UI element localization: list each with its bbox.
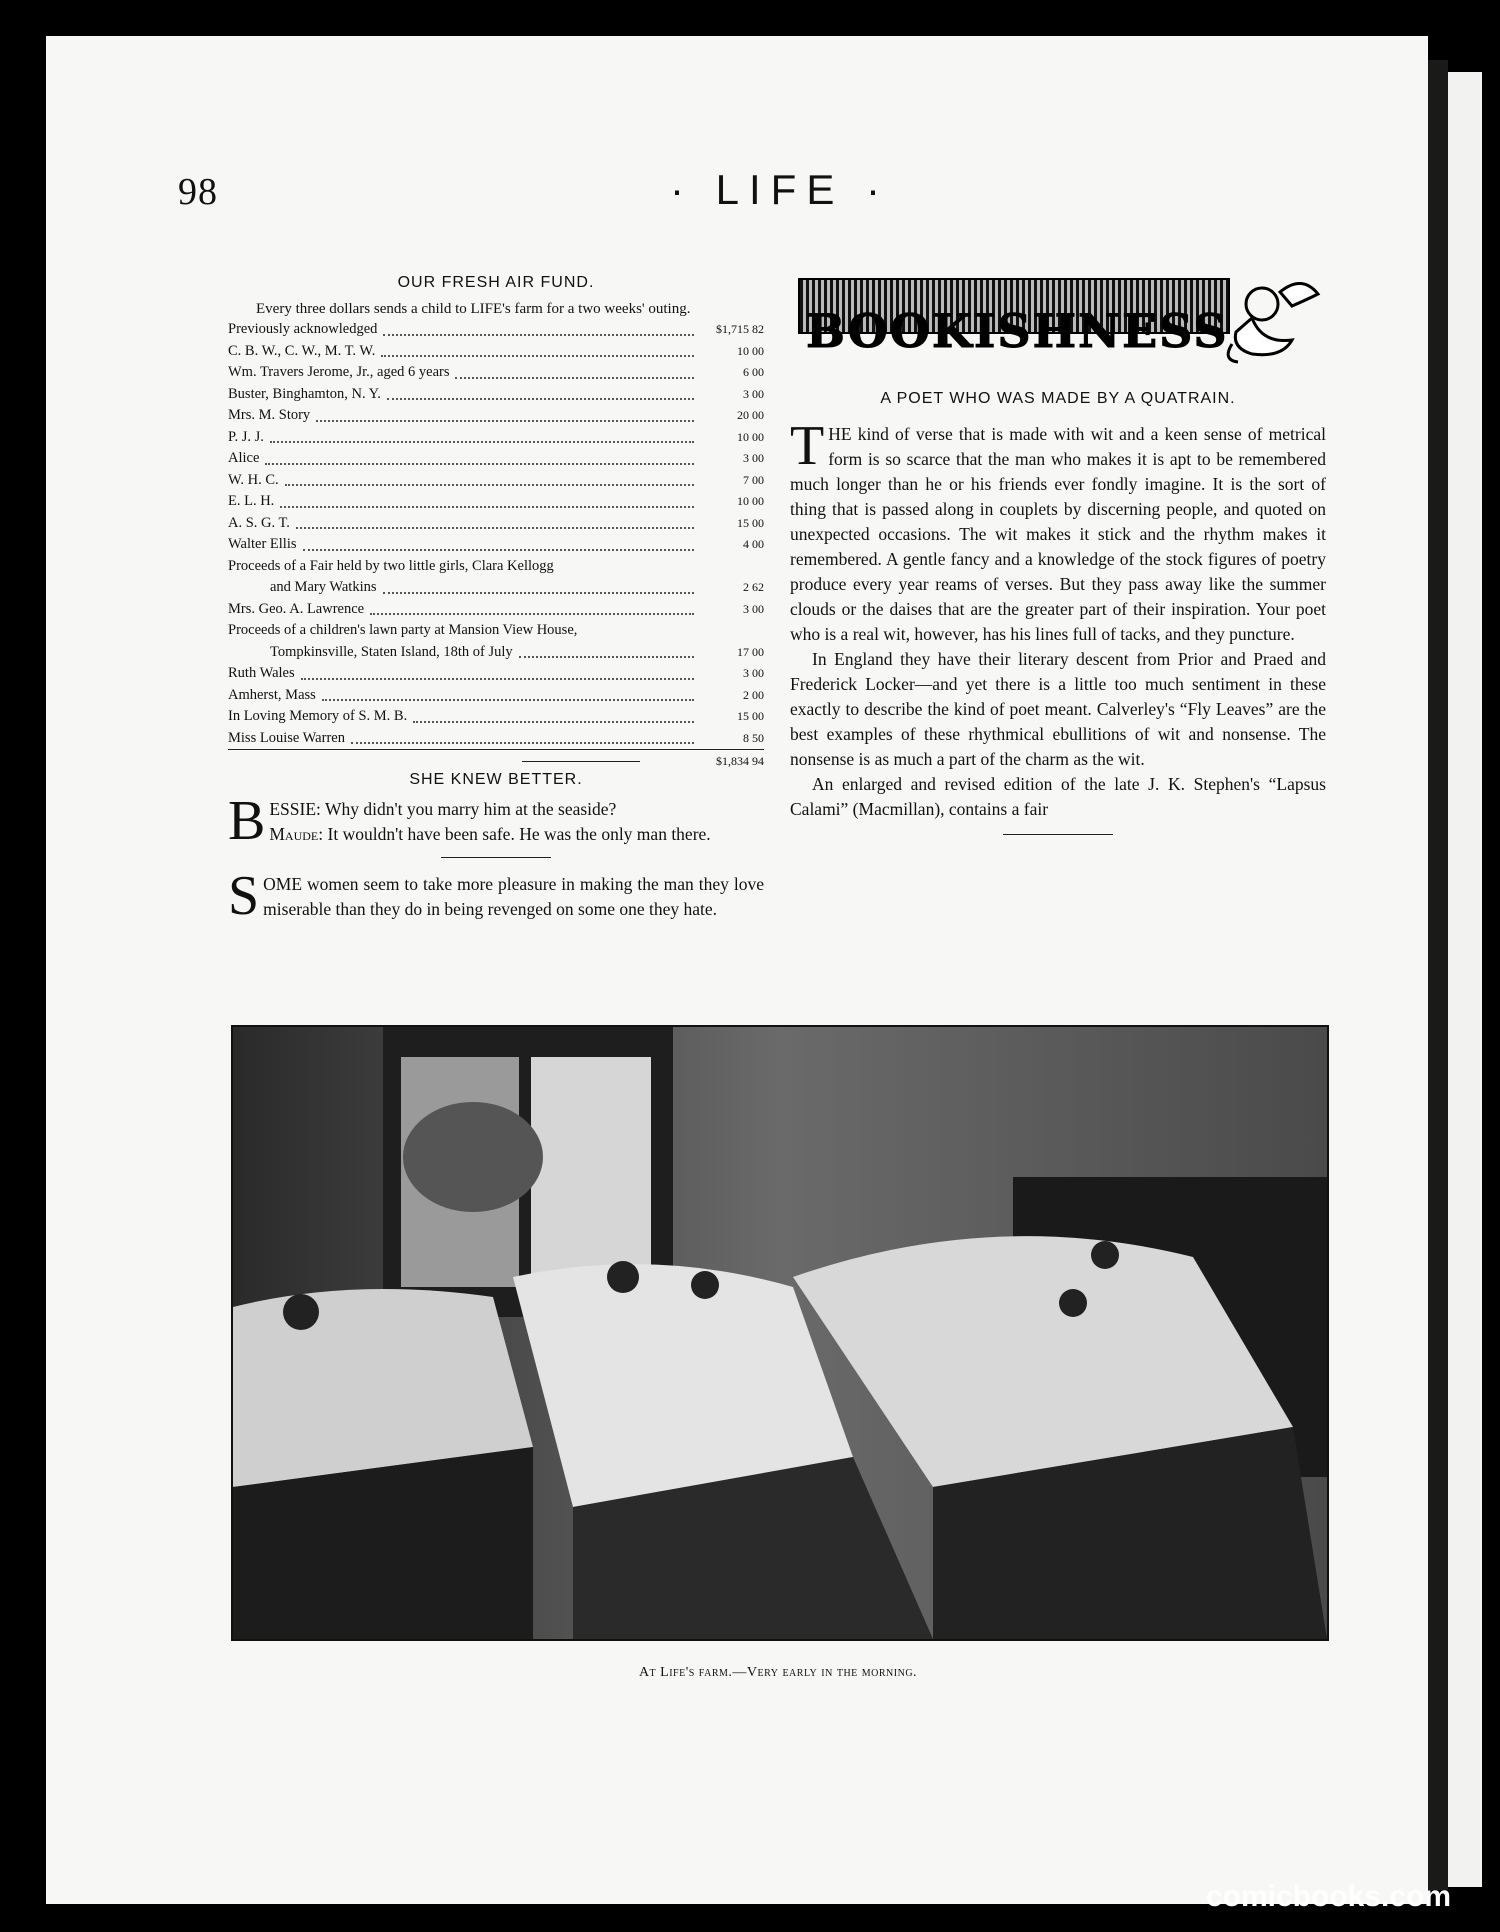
- dropcap: B: [228, 790, 266, 852]
- list-item: Buster, Binghamton, N. Y. 3 00: [228, 385, 764, 402]
- speaker-bessie: ESSIE:: [269, 799, 321, 819]
- list-item: and Mary Watkins 2 62: [270, 579, 764, 595]
- list-item: Alice 3 00: [228, 450, 764, 466]
- dropcap: S: [228, 865, 260, 927]
- list-item: Proceeds of a Fair held by two little girls, Clara Kellogg: [228, 557, 554, 574]
- list-item: Miss Louise Warren 8 50: [228, 728, 764, 751]
- article-paragraph-1: THE kind of verse that is made with wit and a keen sense of metrical form is so scarce that the man who makes it is apt to be remembered much longer than he or his friends ever fondly imagine. It is the sort of thing that is passed along in couplets by discerning people, and quoted on unexpected occasions. The wit makes it stick and the rhythm makes it remembered. A gentle fancy and a knowledge of the stock figures of poetry produce every year reams of verses. But they pass away like the summer clouds or the daises that are the greater part of their inspiration. Your poet who is a real wit, however, has his lines full of tacks, and they puncture.: [790, 415, 1327, 644]
- article-paragraph-3: An enlarged and revised edition of the late J. K. Stephen's “Lapsus Calami” (Macmillan), contains a fair: [790, 774, 1326, 819]
- photo-caption: At Life's farm.—Very early in the morning.: [638, 1665, 918, 1680]
- fund-intro: Every three dollars sends a child to LIFE's farm for a two weeks' outing.: [256, 301, 691, 317]
- list-item: Proceeds of a children's lawn party at Mansion View House,: [228, 622, 578, 638]
- list-item: Tompkinsville, Staten Island, 18th of July 17 00: [270, 643, 764, 660]
- list-item: Mrs. M. Story 20 00: [228, 407, 764, 423]
- she-knew-dialogue: BESSIE: Why didn't you marry him at the seaside? Maude: It wouldn't have been safe. He was the only man there.: [228, 790, 711, 852]
- list-item: A. S. G. T. 15 00: [228, 514, 764, 531]
- site-watermark: comicbooks.com: [1206, 1880, 1452, 1913]
- divider: [441, 857, 551, 858]
- cherub-icon: [1222, 274, 1322, 366]
- divider: [1003, 834, 1113, 835]
- dropcap: T: [790, 415, 825, 477]
- article-paragraph-2: In England they have their literary descent from Prior and Praed and Frederick Locker—and yet there is a little too much sentiment in these exactly to describe the kind of poet meant. Calverley's “Fly Leaves” are the best examples of these rhythmical ebullitions of wit and nonsense. The nonsense is as much a part of the charm as the wit.: [790, 649, 1326, 769]
- fund-total-row: [228, 754, 764, 769]
- some-women-paragraph: SOME women seem to take more pleasure in making the man they love miserable than they do in being revenged on some one they hate.: [228, 865, 764, 927]
- masthead-title: · LIFE ·: [669, 166, 890, 213]
- list-item: E. L. H. 10 00: [228, 493, 764, 509]
- left-column: [228, 268, 764, 927]
- list-item: C. B. W., C. W., M. T. W. 10 00: [228, 342, 764, 359]
- page-gutter: [1428, 60, 1448, 1890]
- list-item: Wm. Travers Jerome, Jr., aged 6 years 6 00: [228, 364, 764, 380]
- bookishness-banner: [792, 274, 1328, 366]
- farm-photograph: [231, 1025, 1329, 1641]
- list-item: W. H. C. 7 00: [228, 471, 764, 488]
- list-item: Amherst, Mass 2 00: [228, 686, 764, 703]
- list-item: Previously acknowledged $1,715 82: [228, 321, 764, 337]
- list-item: In Loving Memory of S. M. B. 15 00: [228, 708, 764, 724]
- fund-list: [228, 319, 764, 750]
- speaker-maude: Maude:: [269, 824, 324, 844]
- page-number: 98: [178, 171, 218, 213]
- fund-total: $1,834 94: [716, 754, 764, 768]
- fund-heading: OUR FRESH AIR FUND.: [397, 274, 595, 291]
- article-heading: A POET WHO WAS MADE BY A QUATRAIN.: [880, 390, 1236, 407]
- banner-title: BOOKISHNESS: [806, 304, 1229, 358]
- right-column: [790, 384, 1326, 849]
- next-page-edge: [1448, 72, 1482, 1887]
- list-item: P. J. J. 10 00: [228, 428, 764, 445]
- photo-illustration: [233, 1027, 1327, 1639]
- list-item: Walter Ellis 4 00: [228, 536, 764, 552]
- list-item: Mrs. Geo. A. Lawrence 3 00: [228, 600, 764, 617]
- she-knew-heading: SHE KNEW BETTER.: [409, 771, 583, 788]
- list-item: Ruth Wales 3 00: [228, 665, 764, 681]
